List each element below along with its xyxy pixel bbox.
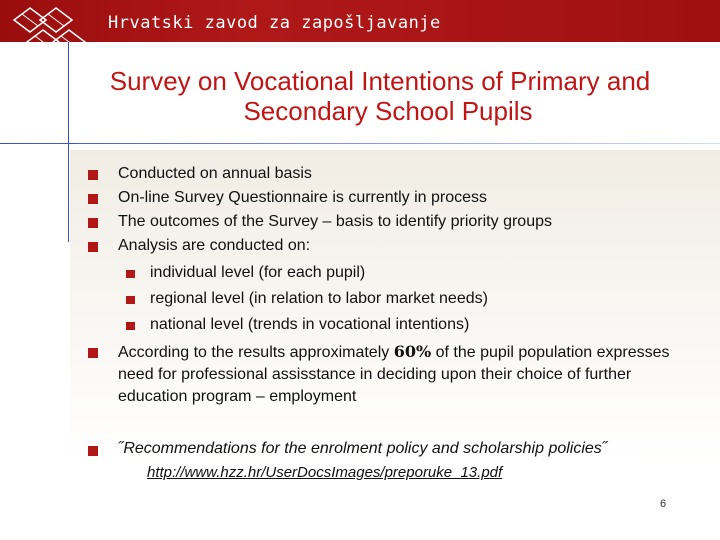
square-bullet-icon [88, 446, 98, 456]
square-bullet-icon [88, 348, 98, 358]
square-bullet-icon [88, 194, 98, 204]
square-bullet-icon [126, 322, 135, 330]
result-bullet-item [118, 341, 678, 408]
square-bullet-icon [88, 218, 98, 228]
result-percent: 60% [393, 342, 432, 361]
bullet-item: Analysis are conducted on: [118, 237, 311, 254]
pdf-link[interactable]: http://www.hzz.hr/UserDocsImages/preporuke_13.pdf [147, 464, 503, 481]
square-bullet-icon [88, 242, 98, 252]
bullet-item: Conducted on annual basis [118, 165, 312, 182]
organization-name: Hrvatski zavod za zapošljavanje [108, 13, 441, 33]
title-line-1: Survey on Vocational Intentions of Primary and [109, 66, 651, 96]
result-text-start: According to the results approximately [118, 344, 394, 361]
bullet-item: The outcomes of the Survey – basis to identify priority groups [118, 213, 552, 230]
recommendation-item: ˝Recommendations for the enrolment policy and scholarship policies˝ [118, 440, 608, 457]
square-bullet-icon [88, 170, 98, 180]
sub-bullet-item: individual level (for each pupil) [150, 264, 366, 281]
title-line-2: Secondary School Pupils [243, 96, 533, 126]
result-text-end: of the pupil population expresses need for professional assisstance in deciding upon their choice of further education program – employment [118, 344, 670, 405]
sub-bullet-item: national level (trends in vocational intentions) [150, 316, 470, 333]
sub-bullet-item: regional level (in relation to labor market needs) [150, 290, 488, 307]
page-number: 6 [660, 498, 667, 510]
square-bullet-icon [126, 296, 135, 304]
bullet-item: On-line Survey Questionnaire is currently in process [118, 189, 488, 206]
square-bullet-icon [126, 270, 135, 278]
